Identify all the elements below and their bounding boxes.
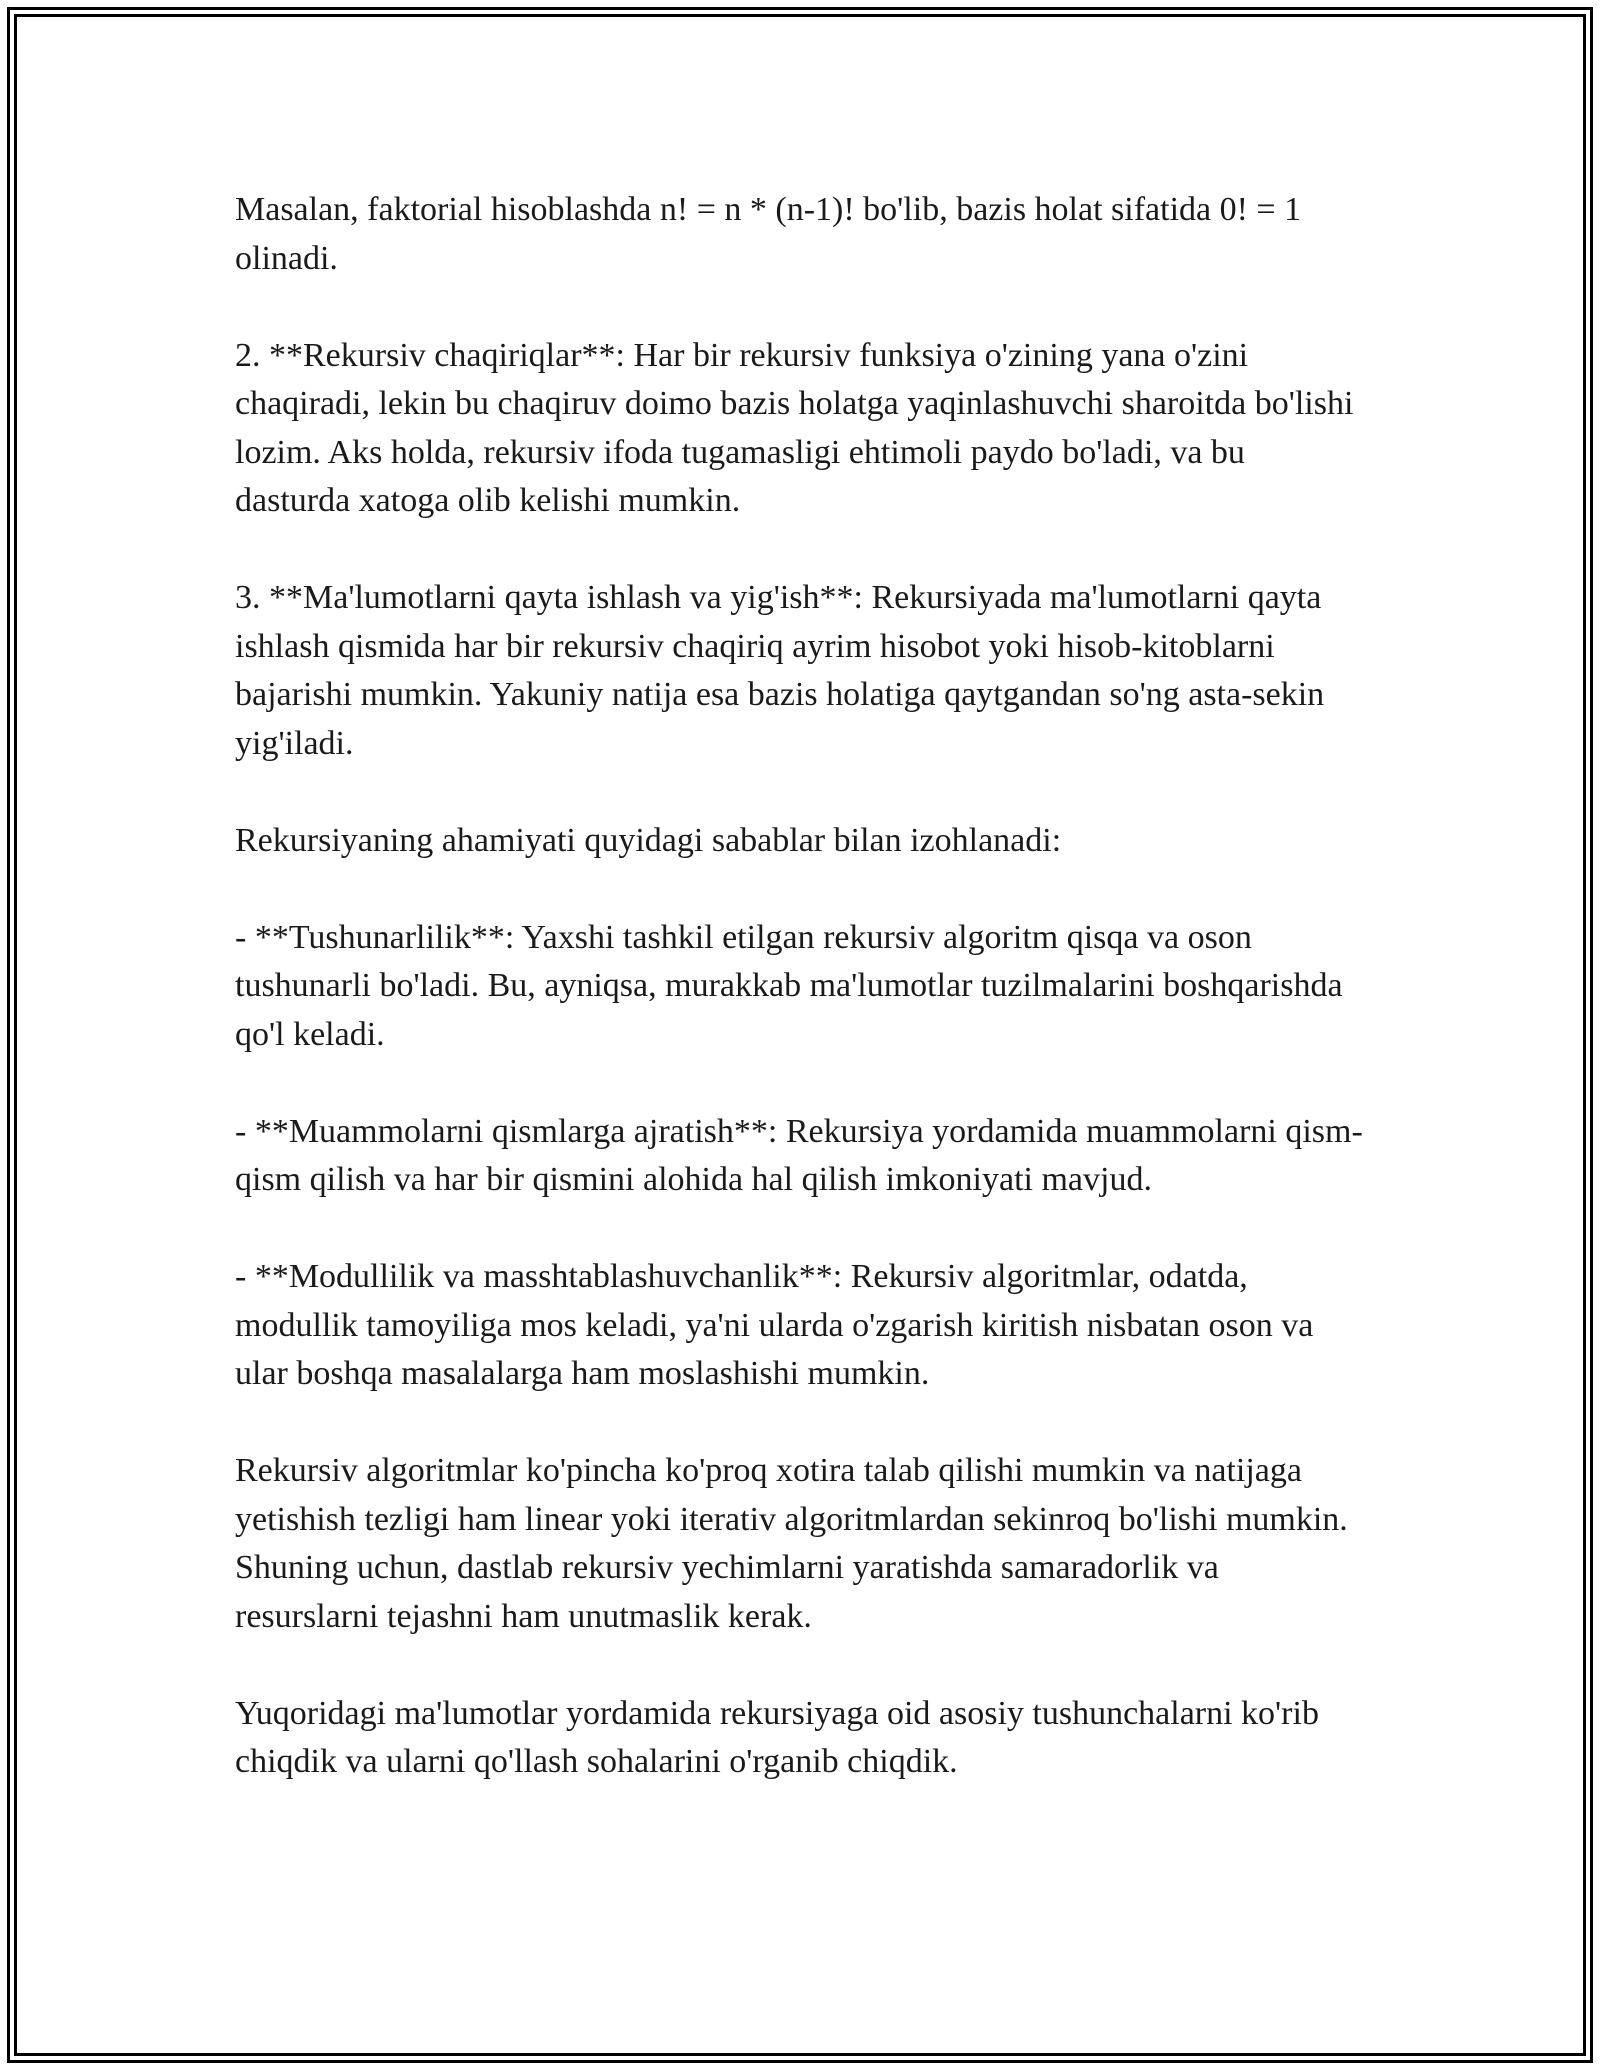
paragraph-recursive-calls: 2. **Rekursiv chaqiriqlar**: Har bir rekursiv funksiya o'zining yana o'zini chaqiradi, lekin bu chaqiruv doimo bazis holatga yaqinlashuvchi sharoitda bo'lishi lozim. Aks holda, rekursiv ifoda tugamasligi ehtimoli paydo bo'ladi, va bu dasturda xatoga olib kelishi mumkin. — [235, 336, 1354, 519]
paragraph-importance-intro: Rekursiyaning ahamiyati quyidagi sabablar bilan izohlanadi: — [235, 821, 1062, 859]
document-body — [235, 186, 1365, 1787]
paragraph-clarity: - **Tushunarlilik**: Yaxshi tashkil etilgan rekursiv algoritm qisqa va oson tushunarli bo'ladi. Bu, ayniqsa, murakkab ma'lumotlar tuzilmalarini boshqarishda qo'l keladi. — [235, 918, 1343, 1053]
paragraph-data-processing: 3. **Ma'lumotlarni qayta ishlash va yig'ish**: Rekursiyada ma'lumotlarni qayta ishlash qismida har bir rekursiv chaqiriq ayrim hisobot yoki hisob-kitoblarni bajarishi mumkin. Yakuniy natija esa bazis holatiga qaytgandan so'ng asta-sekin yig'iladi. — [235, 579, 1325, 762]
paragraph-factorial-example: Masalan, faktorial hisoblashda n! = n * (n-1)! bo'lib, bazis holat sifatida 0! = 1 olinadi. — [235, 191, 1302, 277]
paragraph-conclusion: Yuqoridagi ma'lumotlar yordamida rekursiyaga oid asosiy tushunchalarni ko'rib chiqdik va ularni qo'llash sohalarini o'rganib chiqdik. — [235, 1694, 1319, 1780]
paragraph-decomposition: - **Muammolarni qismlarga ajratish**: Rekursiya yordamida muammolarni qism-qism qilish va har bir qismini alohida hal qilish imkoniyati mavjud. — [235, 1112, 1363, 1198]
paragraph-performance: Rekursiv algoritmlar ko'pincha ko'proq xotira talab qilishi mumkin va natijaga yetishish tezligi ham linear yoki iterativ algoritmlardan sekinroq bo'lishi mumkin. Shuning uchun, dastlab rekursiv yechimlarni yaratishda samaradorlik va resurslarni tejashni ham unutmaslik kerak. — [235, 1452, 1348, 1635]
paragraph-modularity: - **Modullilik va masshtablashuvchanlik**: Rekursiv algoritmlar, odatda, modullik tamoyiliga mos keladi, ya'ni ularda o'zgarish kiritish nisbatan oson va ular boshqa masalalarga ham moslashishi mumkin. — [235, 1258, 1314, 1392]
